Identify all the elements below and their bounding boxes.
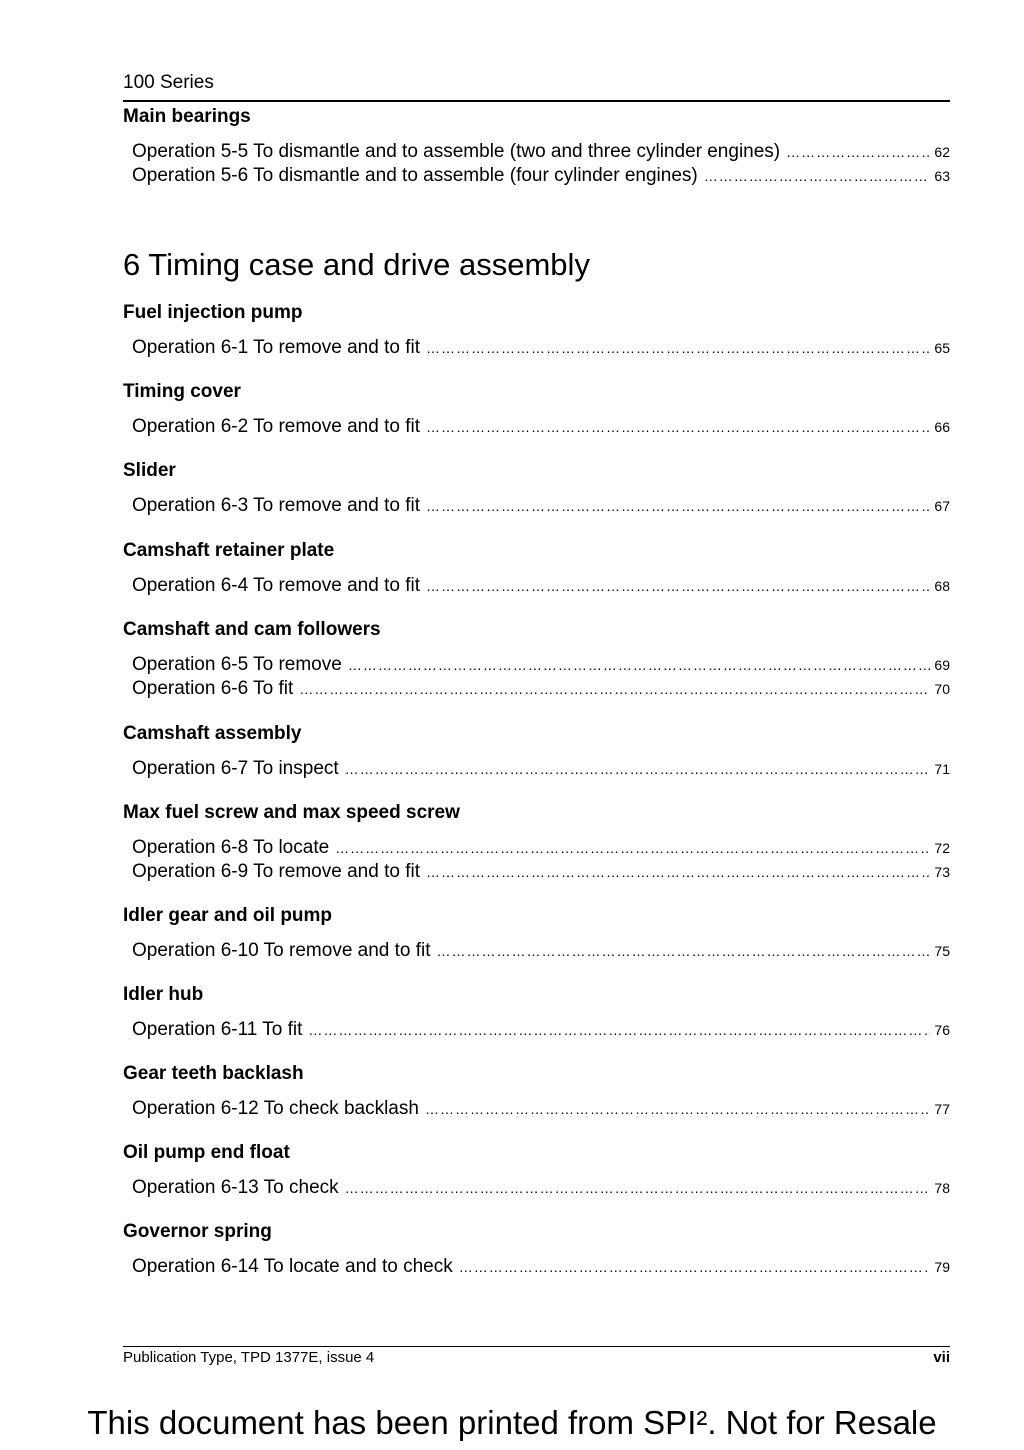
dot-leader	[299, 677, 930, 701]
toc-group-heading: Max fuel screw and max speed screw	[123, 802, 460, 823]
toc-entry-label: Operation 6-9 To remove and to fit	[132, 861, 420, 882]
toc-entry-page: 73	[934, 864, 950, 880]
toc-entry[interactable]	[132, 140, 950, 164]
toc-entry-label: Operation 5-6 To dismantle and to assemble (four cylinder engines)	[132, 165, 698, 186]
toc-group-heading: Gear teeth backlash	[123, 1063, 304, 1084]
dot-leader	[426, 860, 930, 884]
toc-entry[interactable]	[132, 757, 950, 781]
header-divider	[123, 100, 950, 102]
toc-entry-label: Operation 6-13 To check	[132, 1177, 339, 1198]
toc-entry[interactable]	[132, 415, 950, 439]
toc-entry-page: 66	[934, 419, 950, 435]
toc-entry-page: 70	[934, 681, 950, 697]
toc-entry[interactable]	[132, 1255, 950, 1279]
toc-entry-page: 63	[934, 168, 950, 184]
dot-leader	[459, 1255, 931, 1279]
toc-entry[interactable]	[132, 1097, 950, 1121]
toc-entry-page: 71	[934, 761, 950, 777]
toc-group-heading: Fuel injection pump	[123, 302, 303, 323]
toc-entry[interactable]	[132, 164, 950, 188]
toc-entry[interactable]	[132, 494, 950, 518]
dot-leader	[437, 939, 931, 963]
toc-entry[interactable]	[132, 1176, 950, 1200]
toc-entry-page: 79	[934, 1259, 950, 1275]
toc-entry[interactable]	[132, 1018, 950, 1042]
dot-leader	[704, 164, 931, 188]
dot-leader	[426, 494, 930, 518]
toc-group-camshaft-retainer-plate	[123, 540, 950, 598]
header-series: 100 Series	[123, 72, 214, 93]
toc-group-heading: Idler gear and oil pump	[123, 905, 333, 926]
toc-entry[interactable]	[132, 677, 950, 701]
toc-entry-label: Operation 5-5 To dismantle and to assemble (two and three cylinder engines)	[132, 141, 781, 162]
toc-group-heading: Camshaft assembly	[123, 723, 302, 744]
toc-entry-page: 68	[934, 578, 950, 594]
toc-entry[interactable]	[132, 939, 950, 963]
chapter-title: 6 Timing case and drive assembly	[123, 247, 590, 282]
toc-entry-label: Operation 6-3 To remove and to fit	[132, 495, 420, 516]
toc-entry-page: 75	[934, 943, 950, 959]
toc-group-heading: Camshaft retainer plate	[123, 540, 335, 561]
toc-group-main-bearings	[123, 106, 950, 188]
toc-entry-label: Operation 6-2 To remove and to fit	[132, 416, 420, 437]
toc-group-gear-teeth-backlash	[123, 1063, 950, 1121]
toc-entry-page: 65	[934, 340, 950, 356]
toc-entry-label: Operation 6-14 To locate and to check	[132, 1256, 453, 1277]
toc-group-governor-spring	[123, 1221, 950, 1279]
toc-group-camshaft-and-cam-followers	[123, 619, 950, 701]
footer-page-number: vii	[933, 1349, 950, 1366]
print-watermark: This document has been printed from SPI². Not for Resale	[87, 1404, 937, 1441]
toc-entry-page: 69	[934, 657, 950, 673]
toc-group-timing-cover	[123, 381, 950, 439]
toc-group-camshaft-assembly	[123, 723, 950, 781]
toc-entry-label: Operation 6-10 To remove and to fit	[132, 940, 431, 961]
toc-group-fuel-injection-pump	[123, 302, 950, 360]
toc-group-idler-gear-and-oil-pump	[123, 905, 950, 963]
toc-entry-label: Operation 6-12 To check backlash	[132, 1098, 419, 1119]
toc-group-heading: Timing cover	[123, 381, 241, 402]
dot-leader	[426, 574, 930, 598]
dot-leader	[308, 1018, 930, 1042]
dot-leader	[786, 140, 930, 164]
toc-group-slider	[123, 460, 950, 518]
dot-leader	[345, 1176, 931, 1200]
footer-divider	[123, 1346, 950, 1347]
toc-entry-page: 77	[934, 1101, 950, 1117]
footer-publication: Publication Type, TPD 1377E, issue 4	[123, 1349, 375, 1366]
toc-entry[interactable]	[132, 653, 950, 677]
toc-group-heading: Idler hub	[123, 984, 204, 1005]
toc-entry[interactable]	[132, 836, 950, 860]
dot-leader	[426, 415, 930, 439]
toc-group-heading: Slider	[123, 460, 176, 481]
toc-group-idler-hub	[123, 984, 950, 1042]
toc-entry-page: 76	[934, 1022, 950, 1038]
toc-entry[interactable]	[132, 574, 950, 598]
toc-group-heading: Camshaft and cam followers	[123, 619, 381, 640]
dot-leader	[335, 836, 930, 860]
toc-entry[interactable]	[132, 336, 950, 360]
dot-leader	[345, 757, 931, 781]
toc-entry-page: 62	[934, 144, 950, 160]
toc-entry-label: Operation 6-7 To inspect	[132, 758, 339, 779]
toc-entry-page: 72	[934, 840, 950, 856]
toc-entry-label: Operation 6-6 To fit	[132, 678, 294, 699]
dot-leader	[348, 653, 931, 677]
toc-entry-page: 67	[934, 498, 950, 514]
toc-group-heading: Main bearings	[123, 106, 251, 127]
toc-group-max-fuel-screw	[123, 802, 950, 884]
toc-entry-label: Operation 6-4 To remove and to fit	[132, 575, 420, 596]
toc-group-heading: Oil pump end float	[123, 1142, 290, 1163]
toc-entry-label: Operation 6-1 To remove and to fit	[132, 337, 420, 358]
toc-entry-page: 78	[934, 1180, 950, 1196]
toc-entry-label: Operation 6-8 To locate	[132, 837, 330, 858]
toc-group-heading: Governor spring	[123, 1221, 272, 1242]
dot-leader	[426, 336, 930, 360]
toc-group-oil-pump-end-float	[123, 1142, 950, 1200]
toc-entry[interactable]	[132, 860, 950, 884]
dot-leader	[425, 1097, 930, 1121]
toc-entry-label: Operation 6-5 To remove	[132, 654, 342, 675]
toc-entry-label: Operation 6-11 To fit	[132, 1019, 303, 1040]
